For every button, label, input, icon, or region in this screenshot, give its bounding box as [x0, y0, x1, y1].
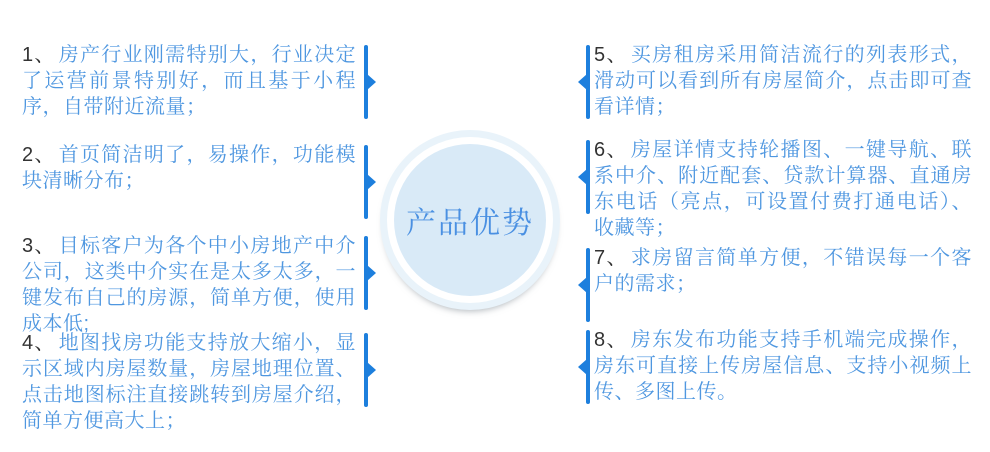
advantage-item-7: [576, 245, 972, 322]
item-number-5: 5、: [594, 44, 628, 66]
advantage-item-1: [22, 42, 378, 120]
item-body-8: 房东发布功能支持手机端完成操作，房东可直接上传房屋信息、支持小视频上传、多图上传。: [594, 329, 972, 403]
item-body-1: 房产行业刚需特别大，行业决定了运营前景特别好，而且基于小程序，自带附近流量；: [22, 44, 357, 118]
advantage-text-4: [22, 330, 356, 434]
item-body-4: 地图找房功能支持放大缩小，显示区域内房屋数量，房屋地理位置、点击地图标注直接跳转到房屋介绍，简单方便高大上；: [22, 332, 357, 432]
item-number-1: 1、: [22, 44, 56, 66]
advantage-item-2: [22, 142, 378, 219]
marker-arrowhead: [578, 169, 587, 185]
advantage-text-8: [594, 327, 972, 405]
center-circle: [380, 130, 560, 310]
marker-arrowhead: [367, 362, 376, 378]
marker-arrowhead: [367, 174, 376, 190]
arrow-right-icon: [362, 236, 378, 310]
item-body-6: 房屋详情支持轮播图、一键导航、联系中介、附近配套、贷款计算器、直通房东电话（亮点，可设置付费打通电话）、收藏等；: [594, 139, 972, 239]
center-circle-white-ring: [387, 137, 553, 303]
item-number-8: 8、: [594, 329, 628, 351]
arrow-left-icon: [576, 248, 592, 322]
advantage-text-7: [594, 245, 972, 297]
advantage-text-5: [594, 42, 972, 120]
arrow-left-icon: [576, 330, 592, 404]
advantage-item-3: [22, 233, 378, 337]
item-number-7: 7、: [594, 247, 628, 269]
arrow-right-icon: [362, 45, 378, 119]
marker-arrowhead: [367, 74, 376, 90]
advantage-item-6: [576, 137, 972, 241]
marker-arrowhead: [578, 277, 587, 293]
marker-arrowhead: [578, 74, 587, 90]
marker-arrowhead: [367, 265, 376, 281]
item-body-5: 买房租房采用简洁流行的列表形式，滑动可以看到所有房屋简介，点击即可查看详情；: [594, 44, 972, 118]
arrow-left-icon: [576, 140, 592, 214]
advantage-text-3: [22, 233, 356, 337]
advantage-item-8: [576, 327, 972, 405]
item-body-2: 首页简洁明了，易操作，功能模块清晰分布；: [22, 144, 357, 192]
center-circle-disc: [394, 144, 546, 296]
item-number-2: 2、: [22, 144, 56, 166]
item-body-3: 目标客户为各个中小房地产中介公司，这类中介实在是太多太多，一键发布自己的房源，简单方便，使用成本低;: [22, 235, 357, 335]
center-title: 产品优势: [406, 207, 534, 240]
advantage-item-4: [22, 330, 378, 434]
item-number-6: 6、: [594, 139, 628, 161]
arrow-left-icon: [576, 45, 592, 119]
arrow-right-icon: [362, 145, 378, 219]
advantage-item-5: [576, 42, 972, 120]
advantage-text-2: [22, 142, 356, 194]
advantage-text-6: [594, 137, 972, 241]
arrow-right-icon: [362, 333, 378, 407]
item-number-4: 4、: [22, 332, 56, 354]
item-number-3: 3、: [22, 235, 56, 257]
advantage-text-1: [22, 42, 356, 120]
marker-arrowhead: [578, 359, 587, 375]
item-body-7: 求房留言简单方便，不错误每一个客户的需求；: [594, 247, 972, 295]
